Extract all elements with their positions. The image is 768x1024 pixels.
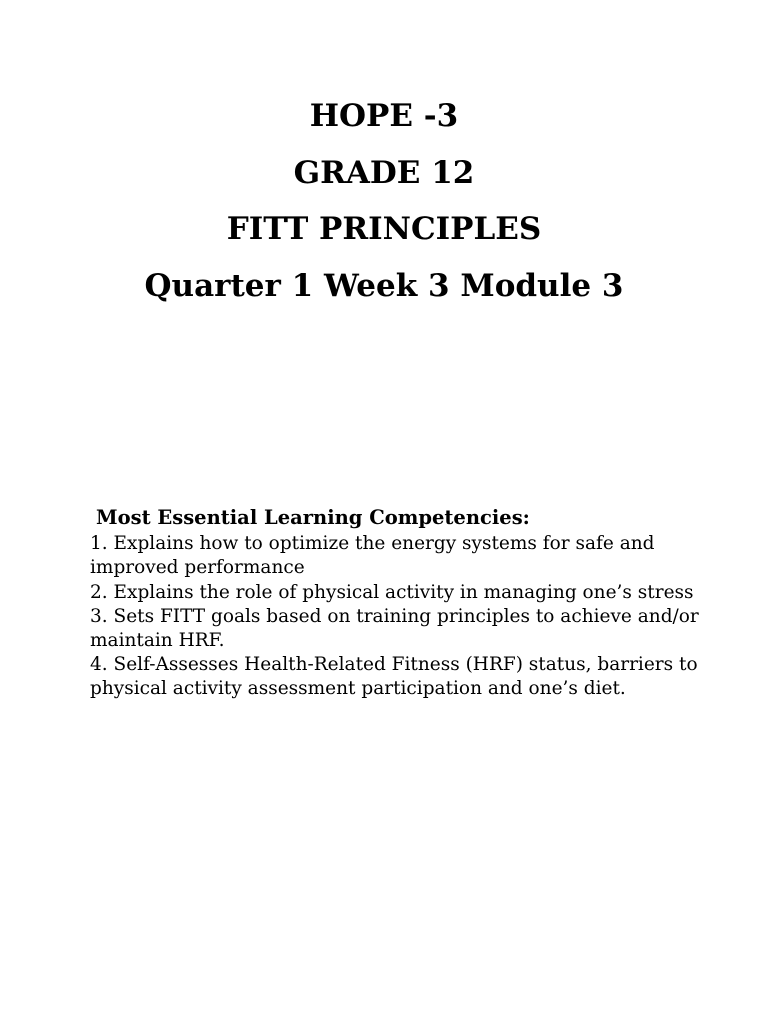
subject-title: HOPE -3: [309, 98, 459, 134]
competency-item: 3. Sets FITT goals based on training principles to achieve and/or maintain HRF.: [90, 605, 699, 652]
competency-item: 4. Self-Assesses Health-Related Fitness (HRF) status, barriers to physical activity assessment participation and one’s diet.: [90, 654, 698, 700]
competency-item: 2. Explains the role of physical activity in managing one’s stress: [90, 581, 694, 603]
title-block: [0, 88, 768, 314]
competencies-section: [90, 506, 720, 702]
topic-title: FITT PRINCIPLES: [226, 211, 542, 247]
module-title: Quarter 1 Week 3 Module 3: [144, 267, 624, 304]
competencies-heading: Most Essential Learning Competencies:: [96, 506, 530, 529]
competency-item: 1. Explains how to optimize the energy systems for safe and improved performance: [90, 533, 655, 579]
grade-title: GRADE 12: [293, 154, 475, 191]
